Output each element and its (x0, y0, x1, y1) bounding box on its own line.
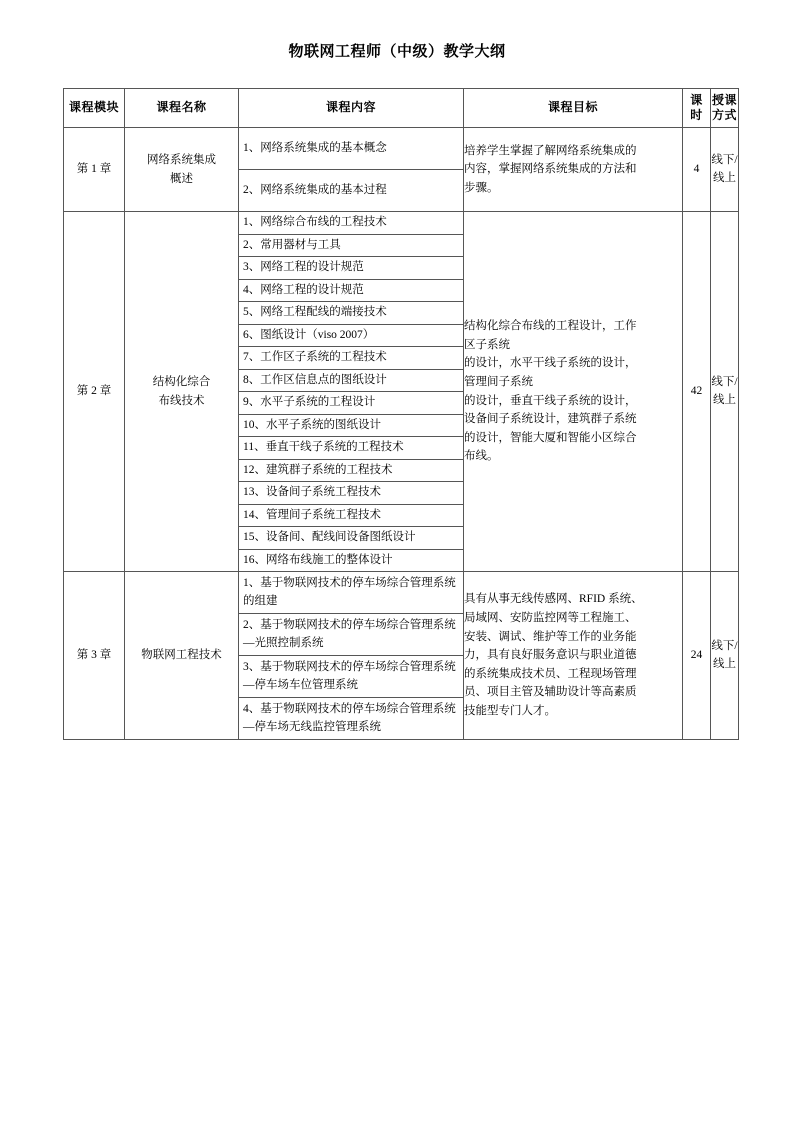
cell-teaching-mode: 线下/线上 (711, 212, 739, 572)
content-item: 13、设备间子系统工程技术 (239, 482, 463, 505)
cell-course-goal (464, 572, 683, 740)
table-header-row (64, 89, 739, 128)
course-name-line: 结构化综合 (152, 376, 211, 389)
goal-line: 技能型专门人才。 (464, 705, 556, 718)
column-header-mode-line2: 方式 (711, 108, 737, 122)
goal-line: 培养学生掌握了解网络系统集成的 (464, 144, 637, 157)
column-header-content: 课程内容 (239, 89, 464, 128)
content-item: 14、管理间子系统工程技术 (239, 504, 463, 527)
goal-line: 步骤。 (464, 181, 499, 194)
course-name-line: 布线技术 (158, 394, 205, 407)
column-header-hours (683, 89, 711, 128)
content-item-list (239, 572, 463, 739)
content-item: 2、网络系统集成的基本过程 (243, 183, 387, 196)
content-item: 5、网络工程配线的端接技术 (239, 302, 463, 325)
goal-line: 局域网、安防监控网等工程施工、 (464, 611, 637, 624)
goal-line: 设备间子系统设计，建筑群子系统 (464, 413, 637, 426)
cell-hours: 42 (683, 212, 711, 572)
course-name-line: 物联网工程技术 (141, 649, 222, 662)
cell-course-content (239, 128, 464, 212)
content-item: 6、图纸设计（viso 2007） (239, 324, 463, 347)
goal-line: 的设计，水平干线子系统的设计， (464, 357, 637, 370)
content-item-list (239, 212, 463, 571)
content-item: 15、设备间、配线间设备图纸设计 (239, 527, 463, 550)
goal-line: 布线。 (464, 450, 499, 463)
content-item: 2、基于物联网技术的停车场综合管理系统—光照控制系统 (239, 614, 463, 656)
content-item-row (239, 504, 463, 527)
column-header-hours-line1: 课 (690, 93, 703, 107)
content-item-list (239, 128, 463, 211)
cell-course-goal (464, 212, 683, 572)
content-item-row (239, 279, 463, 302)
cell-course-name (125, 572, 239, 740)
cell-course-goal (464, 128, 683, 212)
column-header-name: 课程名称 (125, 89, 239, 128)
content-item-row (239, 549, 463, 571)
goal-line: 的系统集成技术员、工程现场管理 (464, 667, 637, 680)
table-row (64, 128, 739, 212)
column-header-mode (711, 89, 739, 128)
content-item: 1、网络综合布线的工程技术 (239, 212, 463, 234)
content-item-row (239, 212, 463, 234)
column-header-mode-line1: 授课 (711, 93, 737, 107)
cell-course-content (239, 212, 464, 572)
cell-course-content (239, 572, 464, 740)
course-name-line: 概述 (170, 172, 193, 185)
content-item: 4、网络工程的设计规范 (239, 279, 463, 302)
content-item: 1、网络系统集成的基本概念 (239, 128, 463, 170)
goal-line: 结构化综合布线的工程设计，工作 (464, 320, 637, 332)
cell-module: 第 1 章 (64, 128, 125, 212)
content-item-row (239, 234, 463, 257)
cell-module: 第 3 章 (64, 572, 125, 740)
content-item: 3、网络工程的设计规范 (239, 257, 463, 280)
cell-course-name (125, 128, 239, 212)
content-item: 7、工作区子系统的工程技术 (239, 347, 463, 370)
goal-line: 力，具有良好服务意识与职业道德 (464, 649, 637, 662)
content-item-row (239, 614, 463, 656)
cell-course-name (125, 212, 239, 572)
goal-line: 员、项目主管及辅助设计等高素质 (464, 686, 637, 699)
table-row (64, 572, 739, 740)
column-header-module: 课程模块 (64, 89, 125, 128)
content-item: 12、建筑群子系统的工程技术 (239, 459, 463, 482)
content-item: 16、网络布线施工的整体设计 (243, 553, 393, 566)
goal-line: 内容，掌握网络系统集成的方法和 (464, 163, 637, 176)
content-item-row (239, 257, 463, 280)
content-item-row (239, 324, 463, 347)
course-name-line: 网络系统集成 (147, 154, 216, 167)
column-header-goal: 课程目标 (464, 89, 683, 128)
content-item-row (239, 302, 463, 325)
goal-line: 的设计，垂直干线子系统的设计， (464, 394, 637, 407)
content-item-row (239, 437, 463, 460)
syllabus-table (63, 88, 739, 740)
content-item: 4、基于物联网技术的停车场综合管理系统—停车场无线监控管理系统 (243, 703, 456, 733)
cell-hours: 24 (683, 572, 711, 740)
cell-teaching-mode: 线下/线上 (711, 572, 739, 740)
content-item-row (239, 572, 463, 614)
goal-line: 管理间子系统 (464, 375, 533, 388)
goal-line: 区子系统 (464, 338, 510, 351)
content-item: 2、常用器材与工具 (239, 234, 463, 257)
content-item-row (239, 656, 463, 698)
content-item-row (239, 414, 463, 437)
content-item-row (239, 170, 463, 212)
content-item: 8、工作区信息点的图纸设计 (239, 369, 463, 392)
page-title: 物联网工程师（中级）教学大纲 (288, 44, 506, 60)
content-item: 11、垂直干线子系统的工程技术 (239, 437, 463, 460)
table-row (64, 212, 739, 572)
goal-line: 的设计，智能大厦和智能小区综合 (464, 431, 637, 444)
content-item-row (239, 369, 463, 392)
content-item: 3、基于物联网技术的停车场综合管理系统—停车场车位管理系统 (239, 656, 463, 698)
column-header-hours-line2: 时 (690, 108, 703, 122)
content-item-row (239, 347, 463, 370)
content-item: 10、水平子系统的图纸设计 (239, 414, 463, 437)
cell-teaching-mode: 线下/线上 (711, 128, 739, 212)
cell-module: 第 2 章 (64, 212, 125, 572)
content-item-row (239, 459, 463, 482)
goal-line: 安装、调试、维护等工作的业务能 (464, 630, 637, 643)
content-item: 1、基于物联网技术的停车场综合管理系统的组建 (239, 572, 463, 614)
content-item-row (239, 128, 463, 170)
content-item-row (239, 527, 463, 550)
content-item-row (239, 698, 463, 740)
goal-line: 具有从事无线传感网、RFID 系统、 (464, 593, 643, 606)
content-item: 9、水平子系统的工程设计 (239, 392, 463, 415)
cell-hours: 4 (683, 128, 711, 212)
content-item-row (239, 482, 463, 505)
content-item-row (239, 392, 463, 415)
